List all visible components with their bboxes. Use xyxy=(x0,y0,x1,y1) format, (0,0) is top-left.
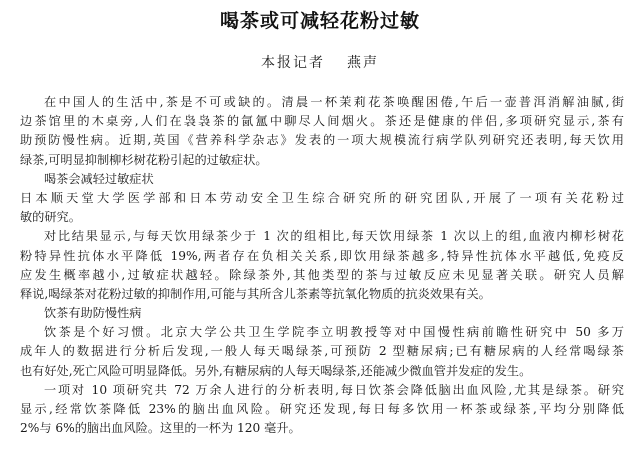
paragraph-line: 2%与 6%的脑出血风险。这里的一杯为 120 毫升。 xyxy=(20,421,301,436)
section-heading: 喝茶会减轻过敏症状 xyxy=(44,171,154,186)
paragraph-line: 也有好处,死亡风险可明显降低。另外,有糖尿病的人每天喝绿茶,还能减少微血管并发症的发生。 xyxy=(20,363,532,378)
byline xyxy=(0,52,640,72)
paragraph-line: 敏的研究。 xyxy=(20,210,81,225)
paragraph-line: 在中国人的生活中,茶是不可或缺的。清晨一杯茉莉花茶唤醒困倦,午后一壶普洱消解油腻,街 xyxy=(44,95,624,109)
section-heading: 饮茶有助防慢性病 xyxy=(44,306,142,321)
paragraph-line: 应发生概率越小,过敏症状越轻。除绿茶外,其他类型的茶与过敏反应未见显著关联。研究人员解 xyxy=(20,267,624,282)
paragraph-line: 助预防慢性病。近期,英国《营养科学杂志》发表的一项大规模流行病学队列研究还表明,每天饮用 xyxy=(20,133,624,148)
paragraph-line: 边茶馆里的木桌旁,人们在袅袅茶的氤氲中聊尽人间烟火。茶还是健康的伴侣,多项研究显示,茶有 xyxy=(20,114,624,129)
paragraph-line: 释说,喝绿茶对花粉过敏的抑制作用,可能与其所含儿茶素等抗氧化物质的抗炎效果有关。 xyxy=(20,286,491,301)
paragraph-line: 成年人的数据进行分析后发现,一般人每天喝绿茶,可预防 2 型糖尿病;已有糖尿病的人经常喝绿茶 xyxy=(20,344,624,359)
paragraph-line: 对比结果显示,与每天饮用绿茶少于 1 次的组相比,每天饮用绿茶 1 次以上的组,血液内柳杉树花 xyxy=(44,229,624,244)
paragraph-line: 绿茶,可明显抑制柳杉树花粉引起的过敏症状。 xyxy=(20,152,268,167)
paragraph-line: 日本顺天堂大学医学部和日本劳动安全卫生综合研究所的研究团队,开展了一项有关花粉过 xyxy=(20,190,624,205)
paragraph-line: 饮茶是个好习惯。北京大学公共卫生学院李立明教授等对中国慢性病前瞻性研究中 50 多万 xyxy=(44,325,624,340)
paragraph-line: 一项对 10 项研究共 72 万余人进行的分析表明,每日饮茶会降低脑出血风险,尤其是绿茶。研究 xyxy=(44,382,624,397)
article-title: 喝茶或可减轻花粉过敏 xyxy=(219,10,420,32)
byline-role: 本报记者 xyxy=(261,55,325,71)
paragraph-line: 粉特异性抗体水平降低 19%,两者存在负相关关系,即饮用绿茶越多,特异性抗体水平越低,免疫反 xyxy=(20,248,624,263)
paragraph-line: 显示,经常饮茶降低 23%的脑出血风险。研究还发现,每日每多饮用一杯茶或绿茶,平均分别降低 xyxy=(20,402,624,416)
byline-name: 燕声 xyxy=(347,55,379,71)
article-body xyxy=(20,93,624,438)
